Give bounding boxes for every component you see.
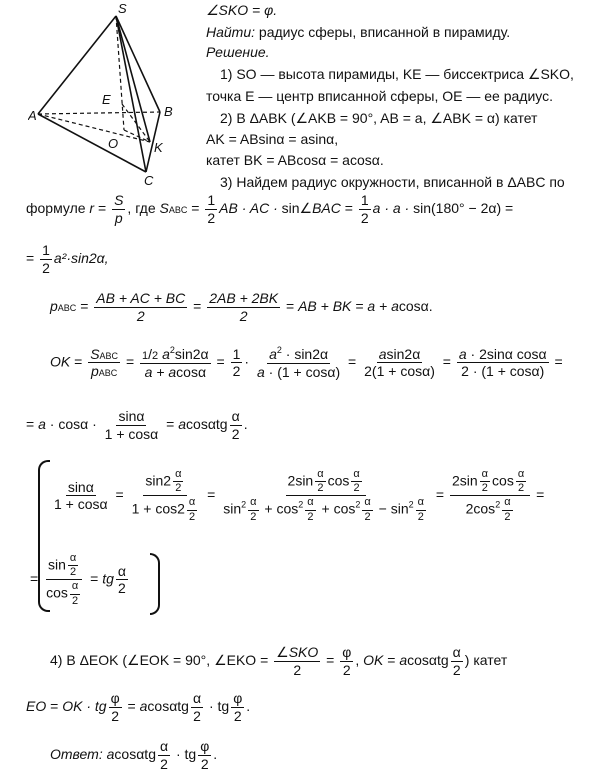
step2-line1: 2) В ΔABK (∠AKB = 90°, AB = a, ∠ABK = α) катет [220,110,538,126]
edge-sc [116,16,146,172]
step1-line2: точка E — центр вписанной сферы, OE — ее радиус. [206,88,553,104]
answer-line: Ответ: acosαtg $\frac{\alpha}{2}$ · tg $\frac{\varphi}{2}$ . [50,738,218,772]
edge-ac [38,114,146,172]
formula-word: формуле [26,200,86,216]
label-k: K [154,140,163,155]
semiperimeter-line: pABC = $\frac{AB + AC + BC}{2}$ = $\frac{2AB + 2BK}{2}$ = AB + BK = a + acosα. [50,290,433,324]
step4-intro: 4) В ΔEOK (∠EOK = 90°, [50,652,211,668]
find-line [206,24,510,40]
line-ak-hidden [38,114,150,142]
right-bracket [150,553,160,615]
label-a: A [28,108,37,123]
pyramid-figure [28,2,198,187]
step3-line1: 3) Найдем радиус окружности, вписанной в ΔABC по [220,174,565,190]
label-o: O [108,136,119,151]
area-result-line: = $\frac{1}{2}$ a²·sin2α, [26,242,109,276]
half-a2-sin2a: a²·sin2α, [53,250,109,266]
step1-line1: 1) SO — высота пирамиды, KE — биссектриса ∠SKO, [220,66,574,82]
step2-line2: AK = ABsinα = asinα, [206,131,339,147]
label-b: B [164,104,173,119]
solution-heading: Решение. [206,44,270,60]
step4-angle: ∠EKO = [214,652,269,668]
given-line: ∠SKO = φ. [206,2,278,18]
answer-label: Ответ: [50,746,103,762]
step2-line3: катет BK = ABcosα = acosα. [206,152,384,168]
step4-line1: 4) В ΔEOK (∠EOK = 90°, ∠EKO = ∠SKO 2 = $\frac{\varphi}{2}$ , OK = acosαtg $\frac{\alpha}{2}$ ) катет [50,644,508,678]
line-ek-hidden [122,104,150,142]
eo-line: EO = OK · tg $\frac{\varphi}{2}$ = acosαtg $\frac{\alpha}{2}$ · tg $\frac{\varphi}{2}$ . [26,690,251,724]
area-formula-line: формуле r = $\frac{S}{p}$ , где SABC = $\frac{1}{2}$ AB · AC · sin∠BAC = $\frac{1}{2}$ a · a · sin(180° − 2α) = [26,192,514,226]
label-e: E [102,92,111,107]
ok-result-line: = a · cosα · $\frac{\sin\alpha}{1 + \cos\alpha}$ = acosαtg $\frac{\alpha}{2}$ . [26,408,248,442]
identity-line2: = sin $\frac{\alpha}{2}$ cos $\frac{\alpha}{2}$ = tg $\frac{\alpha}{2}$ [30,552,126,607]
step4-katet: катет [473,652,508,668]
label-s: S [118,2,127,16]
ok-formula-line: OK = SABC pABC = $\frac{1/2 a^2\sin 2\alpha}{a + acos\alpha}$ = $\frac{1}{2}$ · $\frac{a^2 \cdot \sin 2\alpha}{a \cdot (1 + \cos\alpha)}$ = $\frac{asin2\alpha}{2(1 + \cos\alpha)}$ = $\frac{\text{a · 2sinα cosα}}{2 \cdot (1 + \cos\alpha)}$ = [50,345,563,381]
label-c: C [144,173,154,187]
find-text: радиус сферы, вписанной в пирамиду. [255,24,511,40]
where-word: где [135,200,156,216]
identity-line1: $\frac{\sin\alpha}{1 + \cos\alpha}$ = sin2 $\frac{\alpha}{2}$ 1 + cos2 $\frac{\alpha}{2}$ = 2sin $\frac{\alpha}{2}$ cos $\frac{\alpha}{2}$ $\sin^2$ $\frac{\alpha}{2}$ + $\cos^2$ $\frac{\alpha}{2}$ + $\cos^2$ $\frac{\alpha}{2}$ − $\sin^2$ $\frac{\alpha}{2}$ = 2sin $\frac{\alpha}{2}$ cos $\frac{\alpha}{2}$ $2\cos^2$ $\frac{\alpha}{2}$ = [54,468,545,523]
find-label: Найти: [206,24,256,40]
